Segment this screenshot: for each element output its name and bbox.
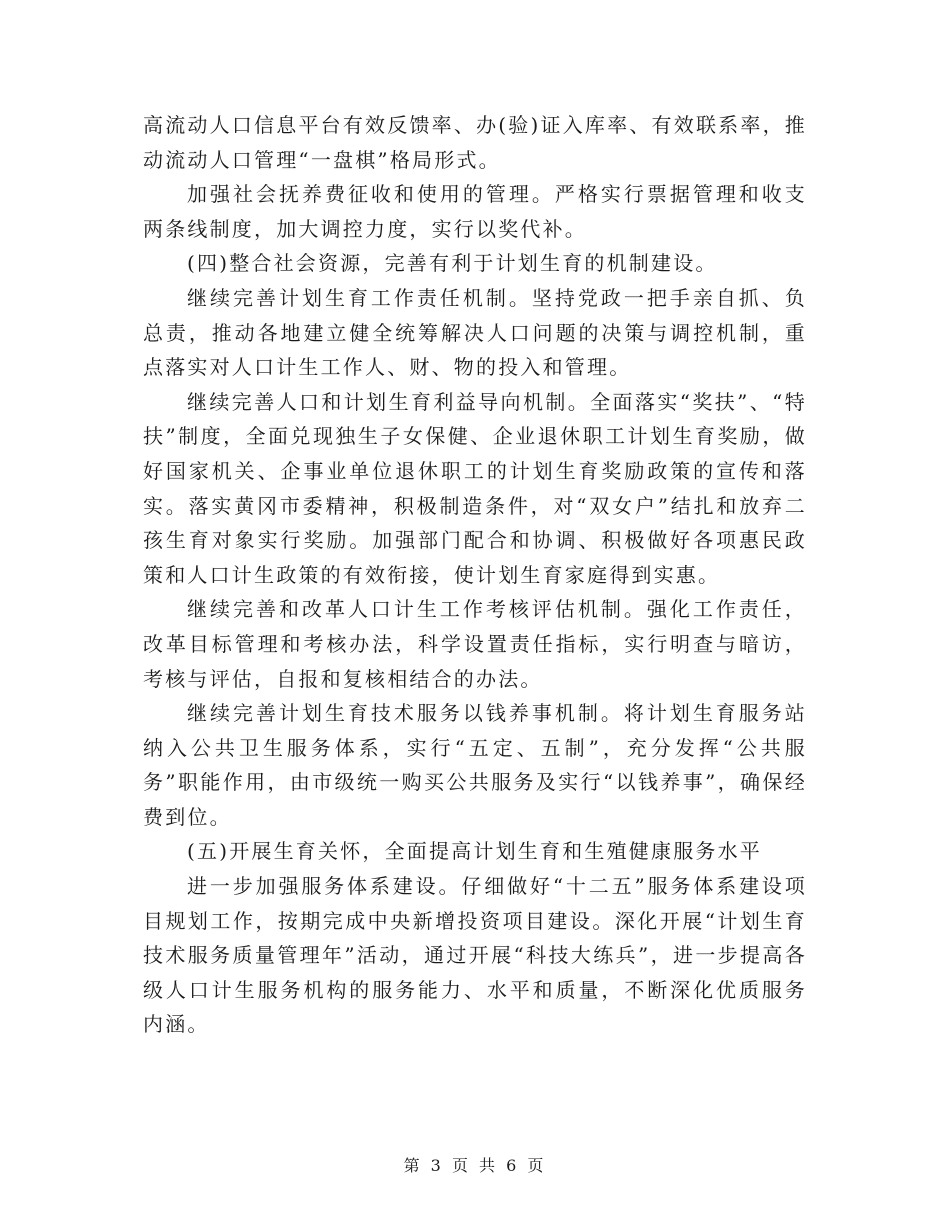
paragraph-incentives: 继续完善人口和计划生育利益导向机制。全面落实“奖扶”、“特扶”制度，全面兑现独生子女保健、企业退休职工计划生育奖励，做好国家机关、企事业单位退休职工的计划生育奖励政策的宣传和落实。落实黄冈市委精神，积极制造条件，对“双女户”结扎和放弃二孩生育对象实行奖励。加强部门配合和协调、积极做好各项惠民政策和人口计生政策的有效衔接，使计划生育家庭得到实惠。 bbox=[143, 389, 807, 587]
paragraph-service-system: 进一步加强服务体系建设。仔细做好“十二五”服务体系建设项目规划工作，按期完成中央新增投资项目建设。深化开展“计划生育技术服务质量管理年”活动，通过开展“科技大练兵”，进一步提高各级人口计生服务机构的服务能力、水平和质量，不断深化优质服务内涵。 bbox=[143, 874, 807, 1037]
paragraph-responsibility: 继续完善计划生育工作责任机制。坚持党政一把手亲自抓、负总责，推动各地建立健全统筹解决人口问题的决策与调控机制，重点落实对人口计生工作人、财、物的投入和管理。 bbox=[143, 285, 807, 380]
page-number-footer: 第 3 页 共 6 页 bbox=[403, 1156, 547, 1175]
section-heading-4: (四)整合社会资源，完善有利于计划生育的机制建设。 bbox=[187, 251, 718, 276]
paragraph-social-fee: 加强社会抚养费征收和使用的管理。严格实行票据管理和收支两条线制度，加大调控力度，实行以奖代补。 bbox=[143, 182, 807, 241]
paragraph-assessment: 继续完善和改革人口计生工作考核评估机制。强化工作责任，改革目标管理和考核办法，科学设置责任指标，实行明查与暗访，考核与评估，自报和复核相结合的办法。 bbox=[143, 597, 807, 691]
paragraph-continuation: 高流动人口信息平台有效反馈率、办(验)证入库率、有效联系率，推动流动人口管理“一盘棋”格局形式。 bbox=[143, 113, 807, 172]
section-heading-5: (五)开展生育关怀，全面提高计划生育和生殖健康服务水平 bbox=[187, 839, 763, 864]
document-body bbox=[143, 108, 807, 1042]
paragraph-technical-service: 继续完善计划生育技术服务以钱养事机制。将计划生育服务站纳入公共卫生服务体系，实行“五定、五制”，充分发挥“公共服务”职能作用，由市级统一购买公共服务及实行“以钱养事”，确保经费到位。 bbox=[143, 701, 807, 829]
